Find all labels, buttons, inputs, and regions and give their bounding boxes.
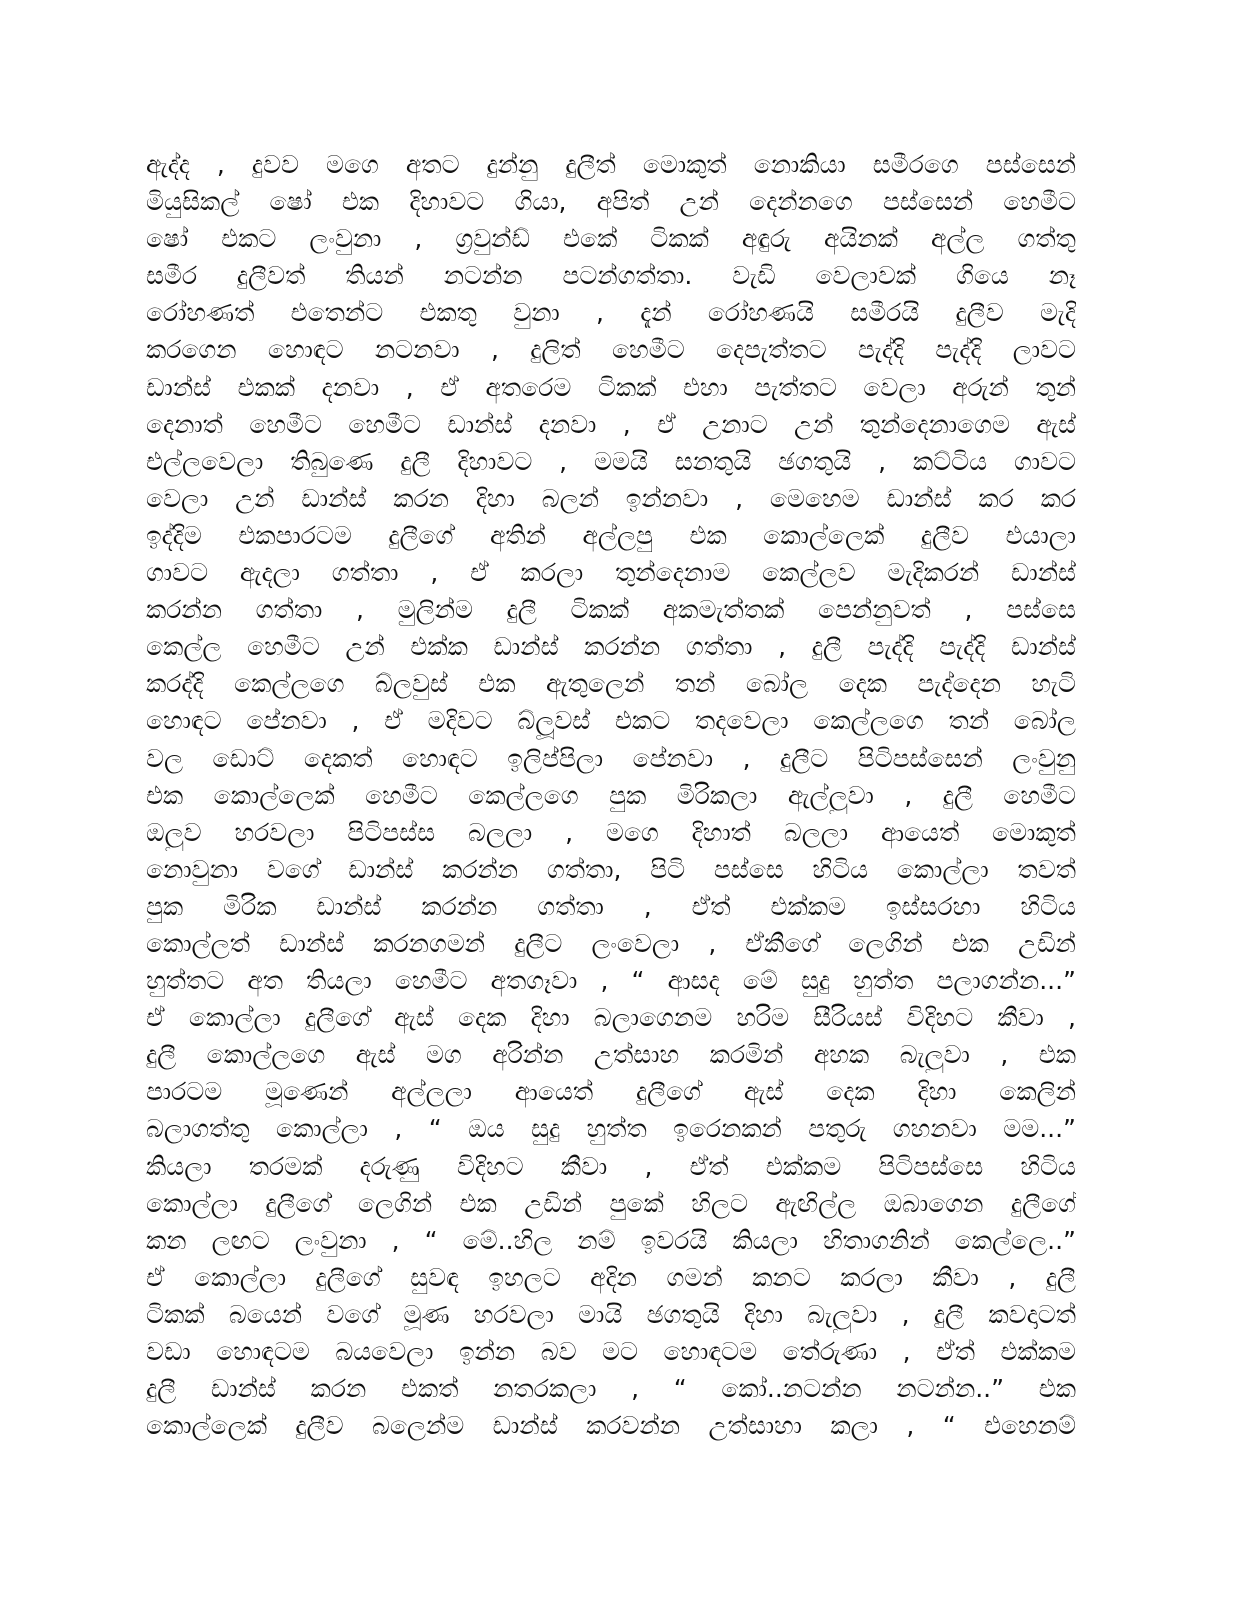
text-line: මියුසිකල් ෂෝ එක දිහාවට ගියා, අපිත් උන් දෙන්නගෙ පස්සෙන් හෙමීට <box>146 187 1076 217</box>
text-line: වල ඩොට් දෙකත් හොඳට ඉලිප්පිලා පේනවා , දුලීට පිටිපස්සෙන් ලංවුනු <box>146 743 1076 773</box>
text-line: ටිකක් බයෙන් වගේ මූණ හරවලා මායි ඡගතුයි දිහා බැලුවා , දුලී කවදාටත් <box>146 1299 1076 1329</box>
text-line: බලාගත්තු කොල්ලා , “ ඔය සුදු හුත්ත ඉරෙනකන් පතුරු ගහනවා මම...” <box>146 1114 1076 1144</box>
text-line: නොවුනා වගේ ඩාන්ස් කරන්න ගත්තා, පිටි පස්සෙ හිටිය කොල්ලා තවත් <box>146 854 1076 884</box>
text-line: එක කොල්ලෙක් හෙමීට කෙල්ලගෙ පුක මිරිකලා ඇල්ලුවා , දුලී හෙමීට <box>146 780 1076 810</box>
text-line: හොඳට පේනවා , ඒ මදිවට බ්ලූවස් එකට තදවෙලා කෙල්ලගෙ තන් බෝල <box>146 706 1076 736</box>
text-line: ඒ කොල්ලා දුලීගේ ඇස් දෙක දිහා බලාගෙනම හරිම සීරියස් විදිහට කීවා , <box>146 1003 1076 1033</box>
body-text <box>146 146 1076 1444</box>
text-line: පාරටම මූණෙන් අල්ලලා ආයෙත් දුලීගේ ඇස් දෙක දිහා කෙලින් <box>146 1077 1076 1107</box>
text-line: දුලී කොල්ලගෙ ඇස් මග අරින්න උත්සාහ කරමින් අහක බැලුවා , එක <box>146 1040 1076 1070</box>
text-line: ඉද්දිම එකපාරටම දුලීගේ අතින් අල්ලපු එක කොල්ලෙක් දුලීව එයාලා <box>146 520 1076 550</box>
text-line: ගාවට ඇදලා ගත්තා , ඒ කරලා තුන්දෙනාම කෙල්ලව මැදිකරන් ඩාන්ස් <box>146 558 1076 588</box>
text-line: කන ලඟට ලංවුනා , “ මේ..හිල නම් ඉවරයි කියලා හිතාගනින් කෙල්ලෙ..” <box>146 1225 1076 1255</box>
text-line: වෙලා උන් ඩාන්ස් කරන දිහා බලන් ඉන්නවා , මෙහෙම ඩාන්ස් කර කර <box>146 483 1076 513</box>
text-line: එල්ලවෙලා තිබුණෙ දුලී දිහාවට , මමයි සනතුයි ඡගතුයි , කට්ටිය ගාවට <box>146 446 1076 476</box>
text-line: කොල්ලා දුලීගේ ලෙගින් එක උඩින් පුකේ හිලට ඇඟිල්ල ඔබාගෙන දුලීගේ <box>146 1188 1076 1218</box>
text-line: හුත්තට අත තියලා හෙමීට අතගෑවා , “ ආසද මේ සුදු හුත්ත පලාගන්න...” <box>146 966 1076 996</box>
text-line: දෙනාත් හෙමීට හෙමීට ඩාන්ස් දනවා , ඒ උනාට උන් තුන්දෙනාගෙම ඇස් <box>146 409 1076 439</box>
text-line: කොල්ලෙක් දුලීව බලෙන්ම ඩාන්ස් කරවන්න උත්සාහා කලා , “ එහෙනම් <box>146 1411 1076 1441</box>
text-line: ඩාන්ස් එකක් දනවා , ඒ අතරෙම ටිකක් එහා පැත්තට වෙලා අරුන් තුන් <box>146 372 1076 402</box>
text-line: ඇද්ද , දුවව මගෙ අතට දුන්නු දුලීත් මොකුත් නොකියා සමීරගෙ පස්සෙන් <box>146 150 1076 179</box>
text-line: කරන්න ගත්තා , මුලින්ම දුලී ටිකක් අකමැත්තක් පෙන්නුවත් , පස්සෙ <box>146 595 1076 625</box>
text-line: කෙල්ල හෙමීට උන් එක්ක ඩාන්ස් කරන්න ගත්තා , දුලී පැද්දි පැද්දි ඩාන්ස් <box>146 632 1076 662</box>
text-line: කරද්දි කෙල්ලගෙ බ්ලවුස් එක ඇතුලෙන් තන් බෝල දෙක පැද්දෙන හැටි <box>146 669 1076 699</box>
text-line: දුලී ඩාන්ස් කරන එකත් නතරකලා , “ කෝ..නටන්න නටන්න..” එක <box>146 1374 1076 1404</box>
text-line: පුක මිරික ඩාන්ස් කරන්න ගත්තා , ඒත් එක්කම ඉස්සරහා හිටිය <box>146 891 1076 921</box>
text-line: සමීර දුලීවත් තියන් නටන්න පටන්ගත්තා. වැඩි වෙලාවක් ගියෙ නෑ <box>146 261 1076 291</box>
text-line: කියලා තරමක් දරුණු විදිහට කීවා , ඒත් එක්කම පිටිපස්සෙ හිටිය <box>146 1151 1076 1181</box>
text-line: රෝහණත් එතෙන්ට එකතු වුනා , දැන් රෝහණයි සමීරයි දුලීව මැදි <box>146 298 1076 328</box>
text-line: වඩා හොඳටම බයවෙලා ඉන්න බව මට හොඳටම තේරුණා , ඒත් එක්කම <box>146 1337 1076 1366</box>
text-line: ඒ කොල්ලා දුලීගේ සුවඳ ඉහලට අදින ගමන් කනට කරලා කීවා , දුලී <box>146 1262 1076 1292</box>
text-line: ඔලුව හරවලා පිටිපස්ස බලලා , මගෙ දිහාත් බලලා ආයෙත් මොකුත් <box>146 817 1076 847</box>
text-line: කොල්ලත් ඩාන්ස් කරනගමන් දුලීට ලංවෙලා , ඒකීගේ ලෙගින් එක උඩින් <box>146 928 1076 958</box>
text-line: කරගෙන හොඳට නටනවා , දුලිත් හෙමීට දෙපැත්තට පැද්දි පැද්දි ලාවට <box>146 335 1076 365</box>
text-line: ෂෝ එකට ලංවුනා , ග්‍රවුන්ඩ් එකේ ටිකක් අඳුරු අයිනක් අල්ල ගත්තු <box>146 224 1076 254</box>
